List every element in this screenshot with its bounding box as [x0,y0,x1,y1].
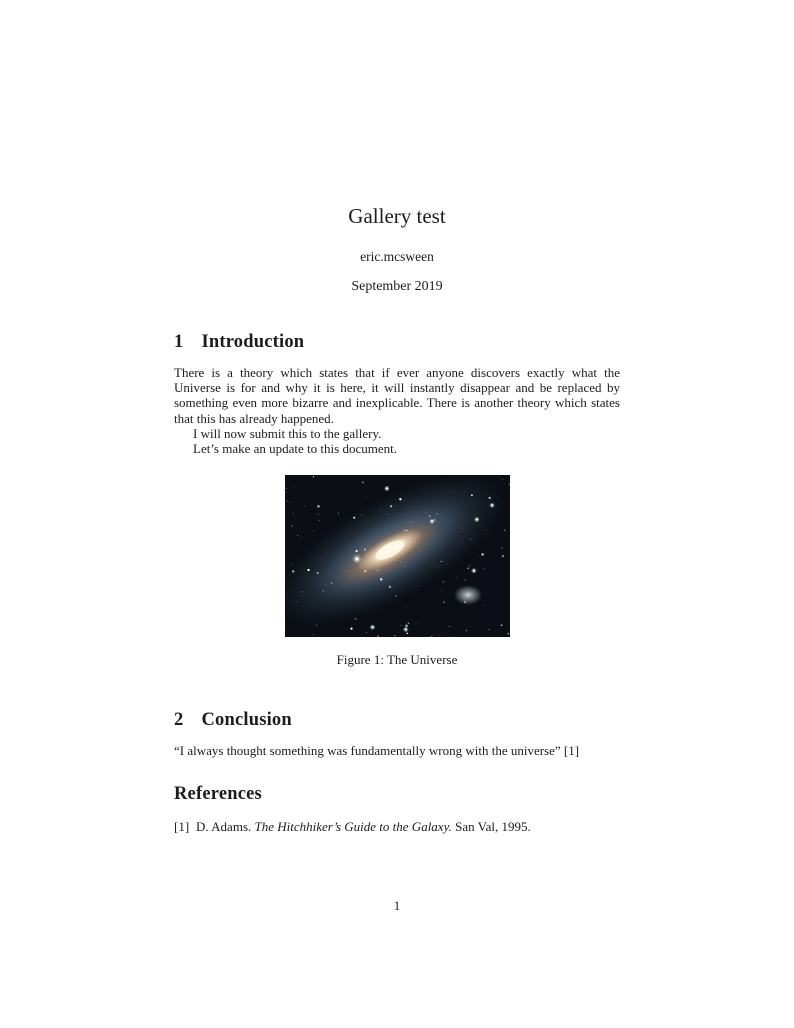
intro-line-3: Let’s make an update to this document. [193,441,397,457]
section-heading-conclusion [174,709,620,731]
page-number: 1 [393,898,401,913]
reference-publisher: San Val, 1995. [451,819,531,835]
section-title: Introduction [201,332,305,352]
page-title: Gallery test [348,204,446,228]
reference-item [174,819,620,834]
section-number: 2 [174,710,184,731]
reference-authors: D. Adams. [196,819,255,835]
reference-label: [1] [174,819,190,835]
document-content [174,0,620,835]
intro-paragraph: There is a theory which states that if ever anyone discovers exactly what the Universe is for and why it is here, it will instantly disappear and be replaced by something even more bizarre and inexplicable. There is another theory which states that this has already happened. [174,365,620,426]
doc-author: eric.mcsween [360,249,434,264]
reference-text [196,819,620,834]
section-number: 1 [174,332,184,352]
reference-title: The Hitchhiker’s Guide to the Galaxy. [254,819,452,835]
conclusion-quote: “I always thought something was fundamentally wrong with the universe” [1] [174,743,580,759]
figure-caption: Figure 1: The Universe [336,652,458,668]
galaxy-image [285,475,510,637]
figure-1 [285,475,510,637]
section-heading-introduction [174,331,620,353]
references-heading: References [174,784,262,805]
doc-date: September 2019 [351,279,443,294]
section-title: Conclusion [201,710,292,731]
intro-line-2: I will now submit this to the gallery. [193,425,382,441]
